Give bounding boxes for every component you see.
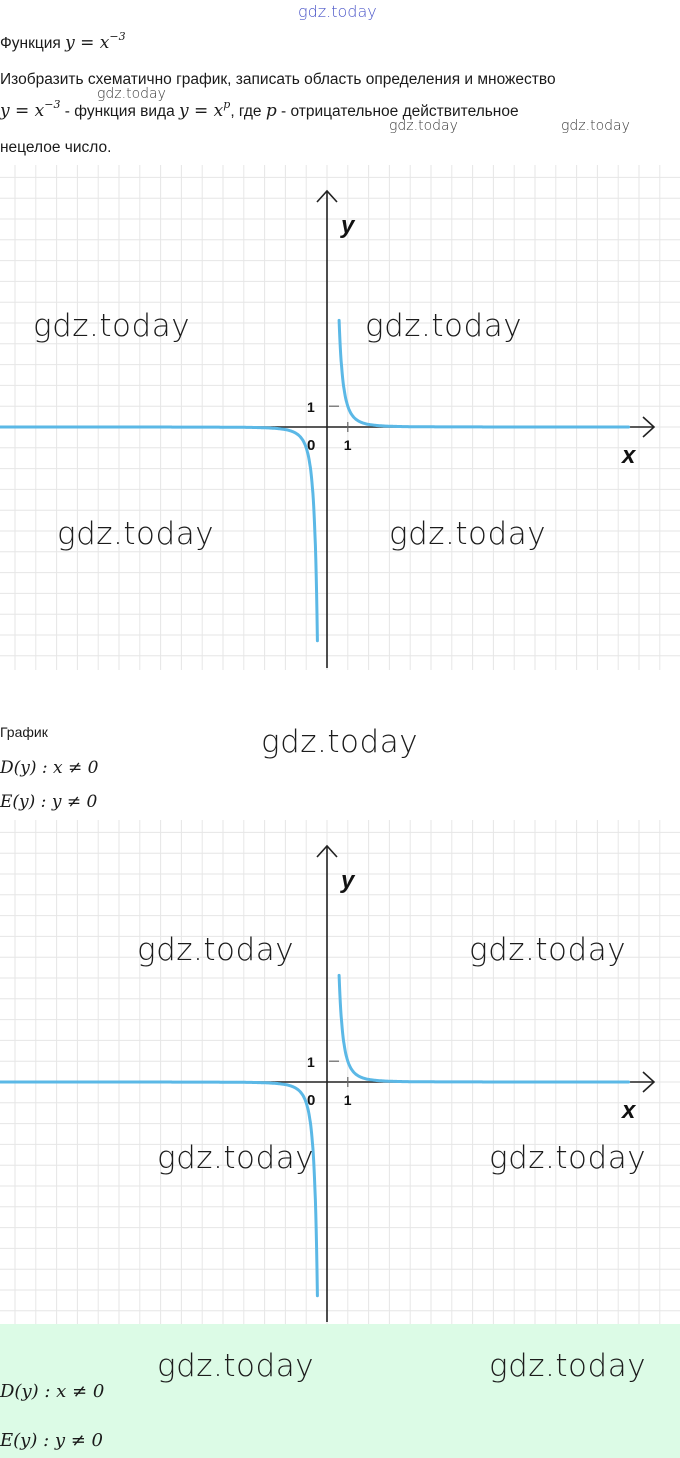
summary-range: E(y) : y ≠ 0	[0, 1430, 104, 1451]
curve-branch-positive	[339, 975, 628, 1082]
watermark-big: gdz.today	[33, 308, 191, 344]
watermark-big: gdz.today	[489, 1348, 647, 1384]
x-axis-label: x	[622, 1097, 636, 1124]
task-title-formula	[65, 30, 126, 53]
formula-base: y = x	[0, 101, 45, 121]
y-tick-label: 1	[307, 1054, 315, 1071]
task-line-1: Изобразить схематично график, записать область определения и множество	[0, 71, 556, 88]
x-axis-label: x	[622, 442, 636, 469]
y-axis-label: y	[341, 212, 355, 239]
task-line2-formula	[0, 98, 61, 121]
answer-range: E(y) : y ≠ 0	[0, 792, 98, 812]
formula-exponent: −3	[44, 98, 61, 111]
task-line2-formula2	[179, 98, 231, 121]
origin-label: 0	[307, 437, 316, 454]
grid	[0, 820, 680, 1324]
watermark-big: gdz.today	[365, 308, 523, 344]
summary-domain: D(y) : x ≠ 0	[0, 1381, 105, 1402]
graph-1	[0, 165, 680, 670]
curve-branch-negative	[0, 1082, 317, 1296]
task-line2-text-c: - отрицательное действительное	[276, 103, 519, 120]
watermark-big: gdz.today	[137, 932, 295, 968]
formula-exponent: p	[223, 98, 231, 111]
task-line2-text-a: - функция вида	[60, 103, 180, 120]
origin-label: 0	[307, 1092, 316, 1109]
task-title-prefix: Функция	[0, 35, 61, 52]
task-line2-text-b: , где	[230, 103, 266, 120]
y-axis-label: y	[341, 867, 355, 894]
watermark-small-3: gdz.today	[561, 118, 630, 134]
x-tick-label: 1	[343, 437, 352, 453]
watermark-big: gdz.today	[157, 1140, 315, 1176]
watermark-big: gdz.today	[157, 1348, 315, 1384]
watermark-top: gdz.today	[298, 2, 377, 21]
formula-exponent: −3	[109, 30, 126, 43]
watermark-big: gdz.today	[261, 724, 419, 760]
watermark-big: gdz.today	[389, 516, 547, 552]
watermark-small-2: gdz.today	[389, 118, 458, 134]
formula-base: y = x	[65, 33, 110, 53]
task-line2-p: p	[265, 101, 277, 121]
grid	[0, 165, 680, 670]
task-title	[0, 30, 126, 53]
formula-base: y = x	[179, 101, 224, 121]
answer-heading: График	[0, 724, 48, 740]
y-tick-label: 1	[307, 399, 315, 416]
graph-2	[0, 820, 680, 1324]
task-line-3: нецелое число.	[0, 139, 112, 156]
watermark-big: gdz.today	[469, 932, 627, 968]
answer-domain: D(y) : x ≠ 0	[0, 758, 99, 778]
watermark-big: gdz.today	[489, 1140, 647, 1176]
watermark-small-1: gdz.today	[97, 86, 166, 102]
watermark-big: gdz.today	[57, 516, 215, 552]
x-tick-label: 1	[343, 1092, 352, 1108]
